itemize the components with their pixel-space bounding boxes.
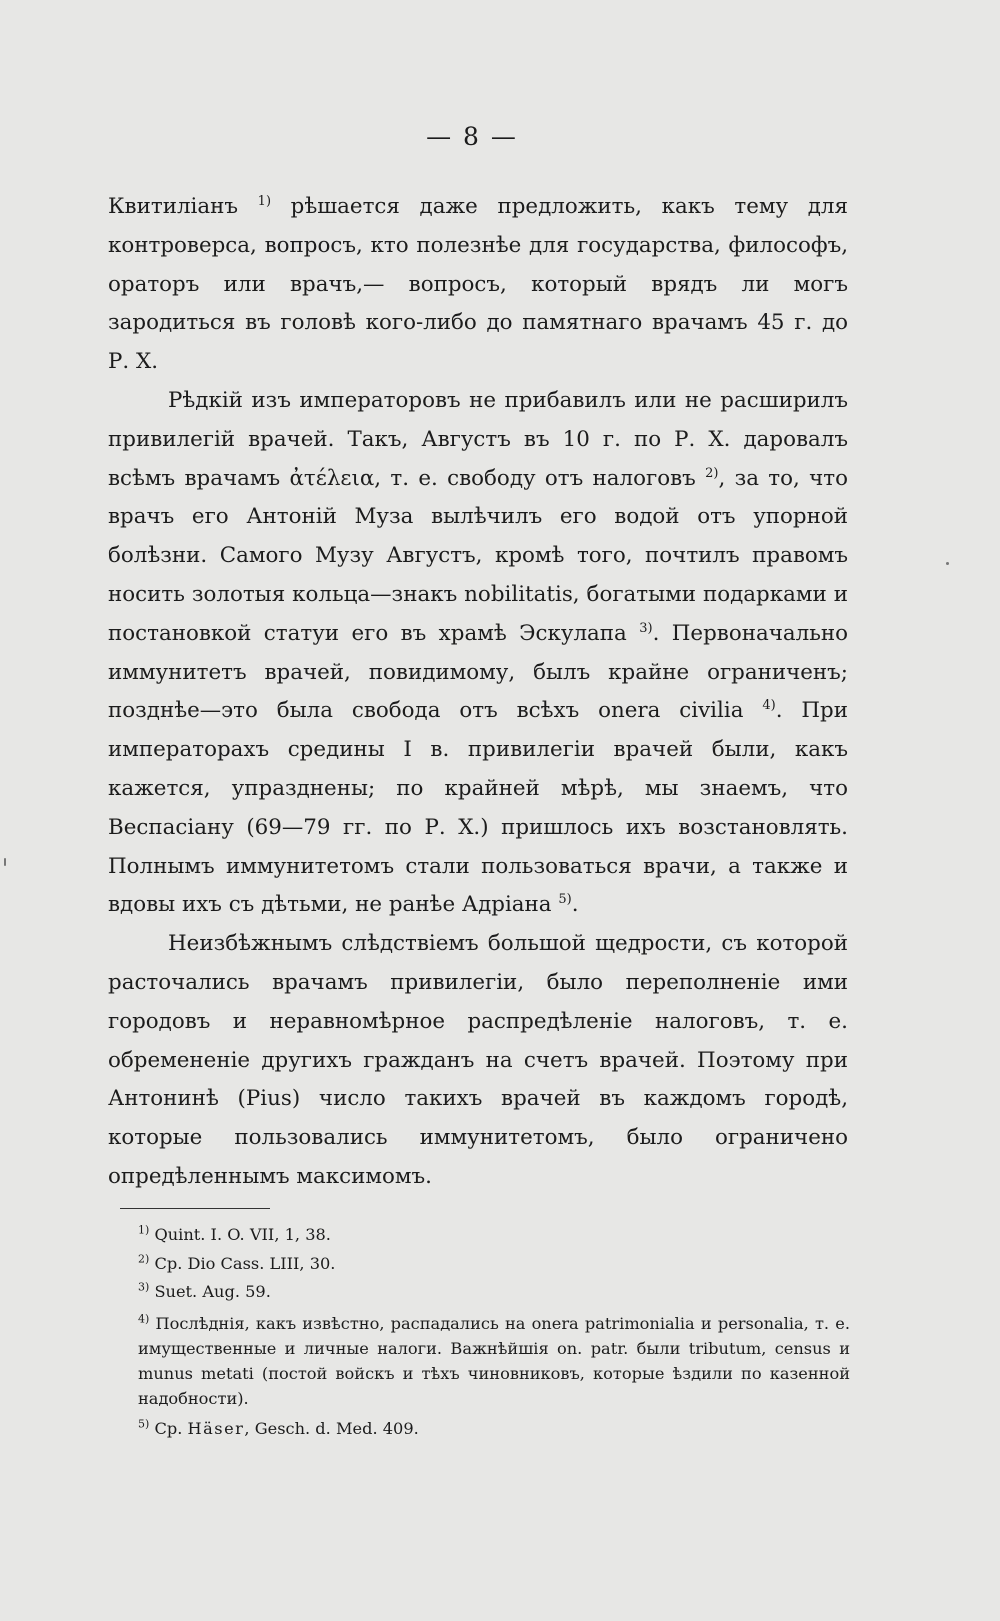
footnote-text: Suet. Aug. 59. [154, 1282, 271, 1301]
footnote-mark: 2) [138, 1252, 150, 1266]
body-text [108, 188, 848, 1197]
footnote-ref: 4) [762, 698, 776, 714]
footnote-text: Cp. Dio Cass. LIII, 30. [154, 1253, 336, 1273]
footnote-ref: 1) [257, 193, 272, 209]
page-number: — 8 — [426, 122, 518, 151]
footnote-text: , Gesch. d. Med. 409. [244, 1418, 419, 1438]
footnote-text: Quint. I. O. VII, 1, 38. [154, 1225, 331, 1244]
footnote-divider [120, 1208, 270, 1209]
footnote-author: Häser [187, 1418, 245, 1438]
footnote [138, 1221, 850, 1250]
footnote-text: Послѣднія, какъ извѣстно, распадались на onera patrimonialia и personalia, т. е. имущественные и личные налоги. Важнѣйшія on. patr. были tributum, census и munus metati (постой войскъ и тѣхъ чиновниковъ, которые ѣздили по казенной надобности). [138, 1313, 850, 1408]
footnote [138, 1415, 850, 1444]
footnote-mark: 4) [138, 1312, 150, 1326]
paragraph [108, 188, 848, 382]
footnotes [138, 1221, 850, 1443]
scan-speck [4, 858, 6, 866]
text-run: Рѣдкій изъ императоровъ не прибавилъ или не расширилъ привилегій врачей. Такъ, Августъ въ 10 г. по Р. X. даровалъ всѣмъ врачамъ ἀτέλεια, т. е. свободу отъ налоговъ [108, 387, 848, 491]
footnote [138, 1250, 850, 1279]
text-run: Квитиліанъ [108, 194, 258, 219]
footnote [138, 1278, 850, 1307]
scan-speck [946, 562, 949, 565]
footnote-mark: 3) [138, 1280, 150, 1294]
footnote [138, 1311, 850, 1411]
footnote-mark: 1) [138, 1223, 150, 1237]
footnote-ref: 5) [558, 892, 572, 908]
text-run: Неизбѣжнымъ слѣдствіемъ большой щедрости, съ которой расточались врачамъ привилегіи, было переполненіе ими городовъ и неравномѣрное распредѣленіе налоговъ, т. е. обремененіе другихъ гражданъ на счетъ врачей. Поэтому при Антонинѣ (Pius) число такихъ врачей въ каждомъ городѣ, которые пользовались иммунитетомъ, было ограничено опредѣленнымъ максимомъ. [108, 931, 848, 1189]
footnote-text: Cp. [154, 1418, 188, 1438]
text-run: , за то, что врачъ его Антоній Муза вылѣчилъ его водой отъ упорной болѣзни. Самого Музу Августъ, кромѣ того, почтилъ правомъ носить золотыя кольца—знакъ nobilitatis, богатыми подарками и постановкой статуи его въ храмѣ Эскулапа [108, 465, 849, 646]
footnote-ref: 2) [705, 465, 719, 481]
paragraph [108, 382, 848, 925]
text-run: . [571, 892, 579, 918]
footnote-ref: 3) [639, 620, 653, 636]
text-run: . Первоначально иммунитетъ врачей, повидимому, былъ крайне ограниченъ; позднѣе—это была свобода отъ всѣхъ onera civilia [108, 620, 848, 724]
footnote-mark: 5) [138, 1417, 150, 1431]
text-run: . При императорахъ средины I в. привилегіи врачей были, какъ кажется, упразднены; по крайней мѣрѣ, мы знаемъ, что Веспасіану (69—79 гг. по Р. X.) пришлось ихъ возстановлять. Полнымъ иммунитетомъ стали пользоваться врачи, а также и вдовы ихъ съ дѣтьми, не ранѣе Адріана [108, 698, 849, 918]
paragraph [108, 925, 848, 1197]
text-run: рѣшается даже предложить, какъ тему для контроверса, вопросъ, кто полезнѣе для государства, философъ, ораторъ или врачъ,— вопросъ, который врядъ ли могъ зародиться въ головѣ кого-либо до памятнаго врачамъ 45 г. до Р. X. [108, 194, 848, 375]
